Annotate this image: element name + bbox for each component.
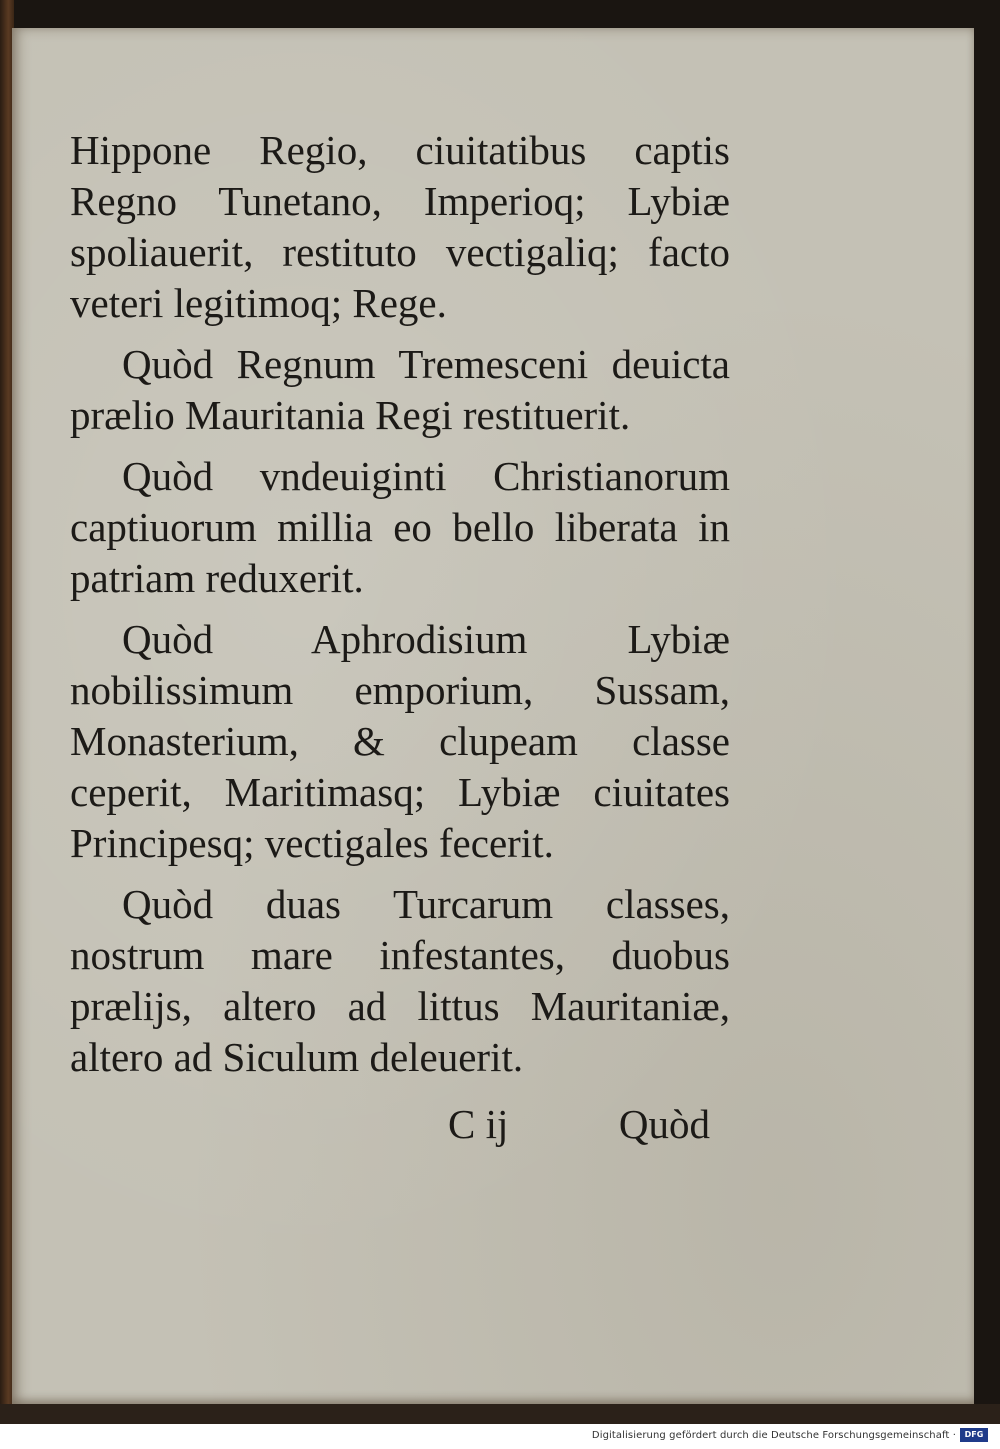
- paragraph-captiuorum: Quòd vndeuiginti Christianorum captiuorum millia eo bello liberata in patriam reduxerit.: [70, 453, 730, 601]
- catchword: Quòd: [618, 1101, 710, 1147]
- dfg-logo-icon: DFG: [960, 1428, 988, 1442]
- paragraph-aphrodisium: Quòd Aphrodisium Lybiæ nobilissimum emporium, Sussam, Monasterium, & clupeam classe ceperit, Maritimasq; Lybiæ ciuitates Principesq; vectigales fecerit.: [70, 616, 730, 866]
- digitization-credit: Digitalisierung gefördert durch die Deutsche Forschungsgemeinschaft ·: [591, 1430, 956, 1441]
- signature-mark: C ij: [448, 1101, 509, 1147]
- body-text: [70, 125, 730, 1093]
- scan-bottom-edge: [0, 1404, 1000, 1424]
- paragraph-continuation: Hippone Regio, ciuitatibus captis Regno Tunetano, Imperioq; Lybiæ spoliauerit, restituto vectigaliq; facto veteri legitimoq; Rege.: [70, 127, 730, 326]
- paragraph-turcarum: Quòd duas Turcarum classes, nostrum mare infestantes, duobus prælijs, altero ad littus Mauritaniæ, altero ad Siculum deleuerit.: [70, 881, 730, 1080]
- page-foot: [70, 1100, 710, 1160]
- paragraph-tremesceni: Quòd Regnum Tremesceni deuicta prælio Mauritania Regi restituerit.: [70, 341, 730, 438]
